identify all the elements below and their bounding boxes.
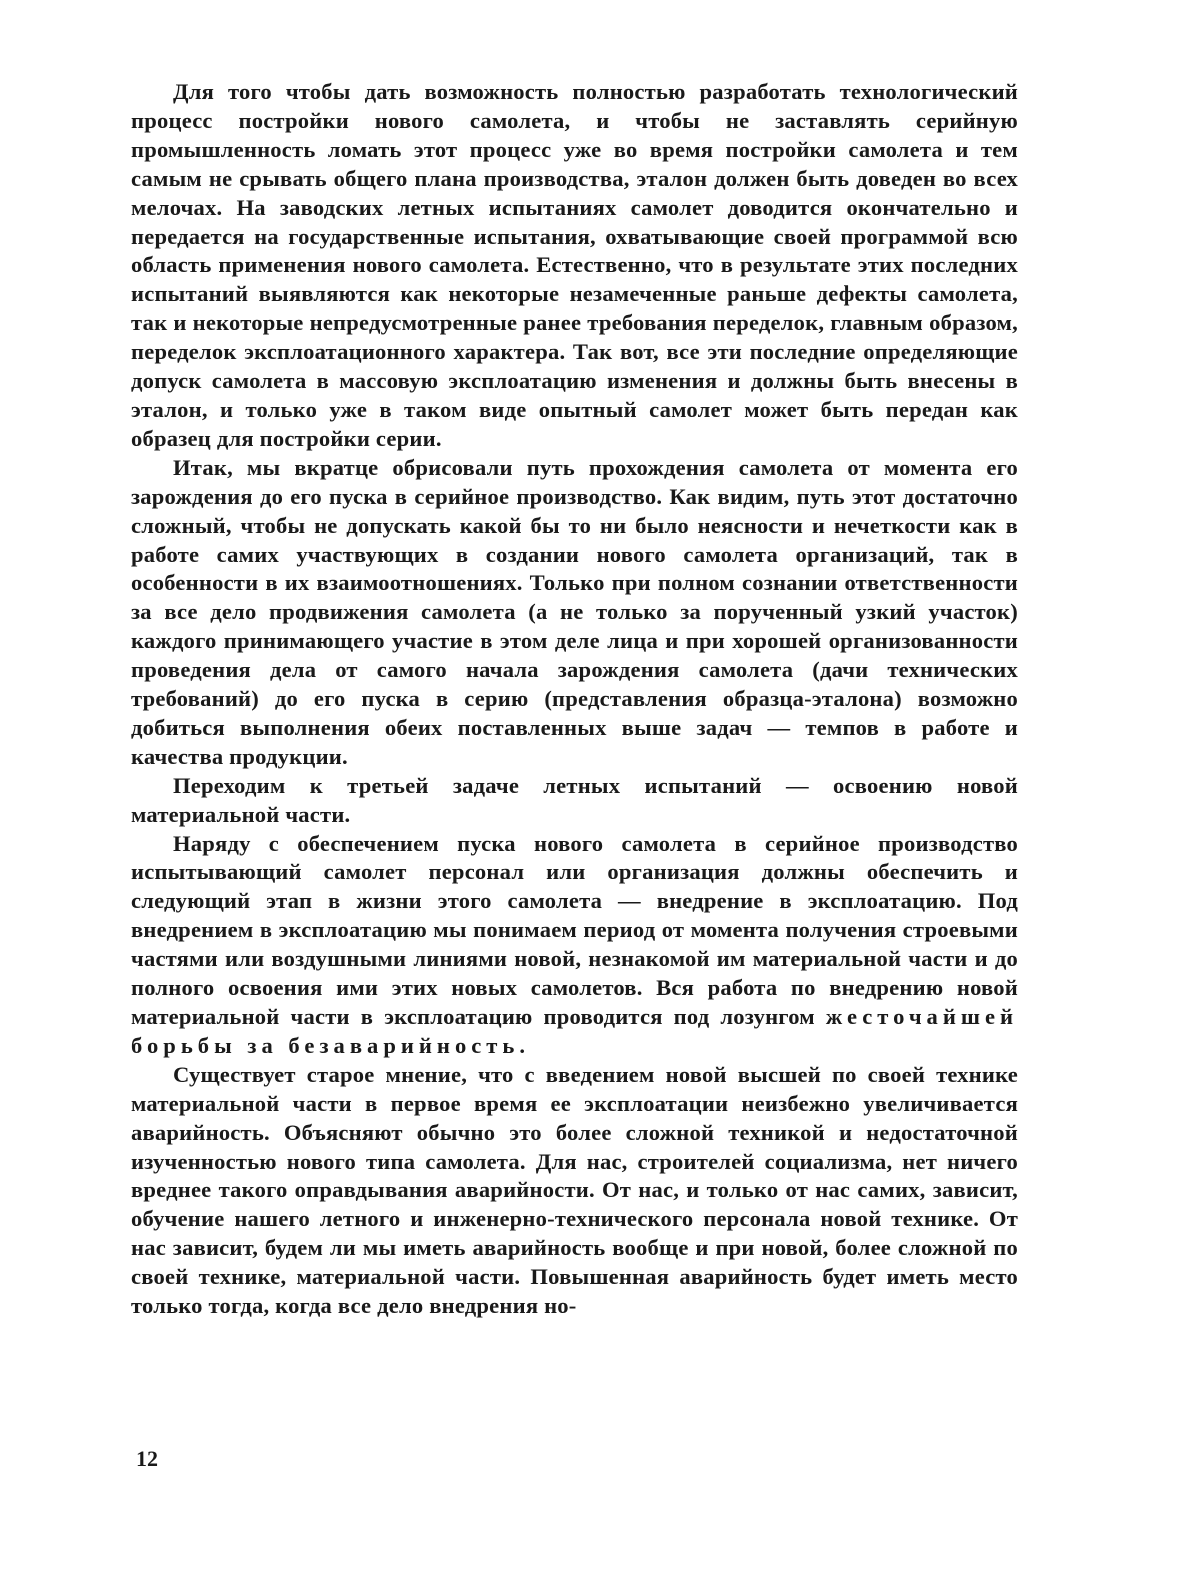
paragraph-4-emphasis: жесточайшей борьбы за безаварийность (131, 1004, 1018, 1058)
paragraph-4-text: Наряду с обеспечением пуска нового самолета в серийное производство испытывающий самолет персонал или организация должны обеспечить и следующий этап в жизни этого самолета — внедрение в эксплоатацию. Под внедрением в эксплоатацию мы понимаем период от момента получения строевыми частями или воздушными линиями новой, незнакомой им материальной части и до полного освоения ими этих новых самолетов. Вся работа по внедрению новой материальной части в эксплоатацию проводится под лозунгом (131, 830, 1018, 1029)
paragraph-4 (131, 830, 1018, 1061)
paragraph-4-end: . (519, 1032, 526, 1058)
page-number: 12 (136, 1446, 158, 1471)
paragraph-2: Итак, мы вкратце обрисовали путь прохождения самолета от момента его зарождения до его пуска в серийное производство. Как видим, путь этот достаточно сложный, чтобы не допускать какой бы то ни было неясности и нечеткости как в работе самих участвующих в создании нового самолета организаций, так в особенности в их взаимоотношениях. Только при полном сознании ответственности за все дело продвижения самолета (а не только за порученный узкий участок) каждого принимающего участие в этом деле лица и при хорошей организованности проведения дела от самого начала зарождения самолета (дачи технических требований) до его пуска в серию (представления образца-эталона) возможно добиться выполнения обеих поставленных выше задач — темпов в работе и качества продукции. (131, 454, 1018, 769)
paragraph-3: Переходим к третьей задаче летных испытаний — освоению новой материальной части. (131, 772, 1018, 827)
paragraph-1: Для того чтобы дать возможность полностью разработать технологический процесс постройки нового самолета, и чтобы не заставлять серийную промышленность ломать этот процесс уже во время постройки самолета и тем самым не срывать общего плана производства, эталон должен быть доведен во всех мелочах. На заводских летных испытаниях самолет доводится окончательно и передается на государственные испытания, охватывающие своей программой всю область применения нового самолета. Естественно, что в результате этих последних испытаний выявляются как некоторые незамеченные раньше дефекты самолета, так и некоторые непредусмотренные ранее требования переделок, главным образом, переделок эксплоатационного характера. Так вот, все эти последние определяющие допуск самолета в массовую эксплоатацию изменения и должны быть внесены в эталон, и только уже в таком виде опытный самолет может быть передан как образец для постройки серии. (131, 79, 1018, 451)
paragraph-5: Существует старое мнение, что с введением новой высшей по своей технике материальной части в первое время ее эксплоатации неизбежно увеличивается аварийность. Объясняют обычно это более сложной техникой и недостаточной изученностью нового типа самолета. Для нас, строителей социализма, нет ничего вреднее такого оправдывания аварийности. От нас, и только от нас самих, зависит, обучение нашего летного и инженерно-технического персонала новой технике. От нас зависит, будем ли мы иметь аварийность вообще и при новой, более сложной по своей технике, материальной части. Повышенная аварийность будет иметь место только тогда, когда все дело внедрения но- (131, 1061, 1018, 1319)
text-column (131, 78, 1018, 1321)
